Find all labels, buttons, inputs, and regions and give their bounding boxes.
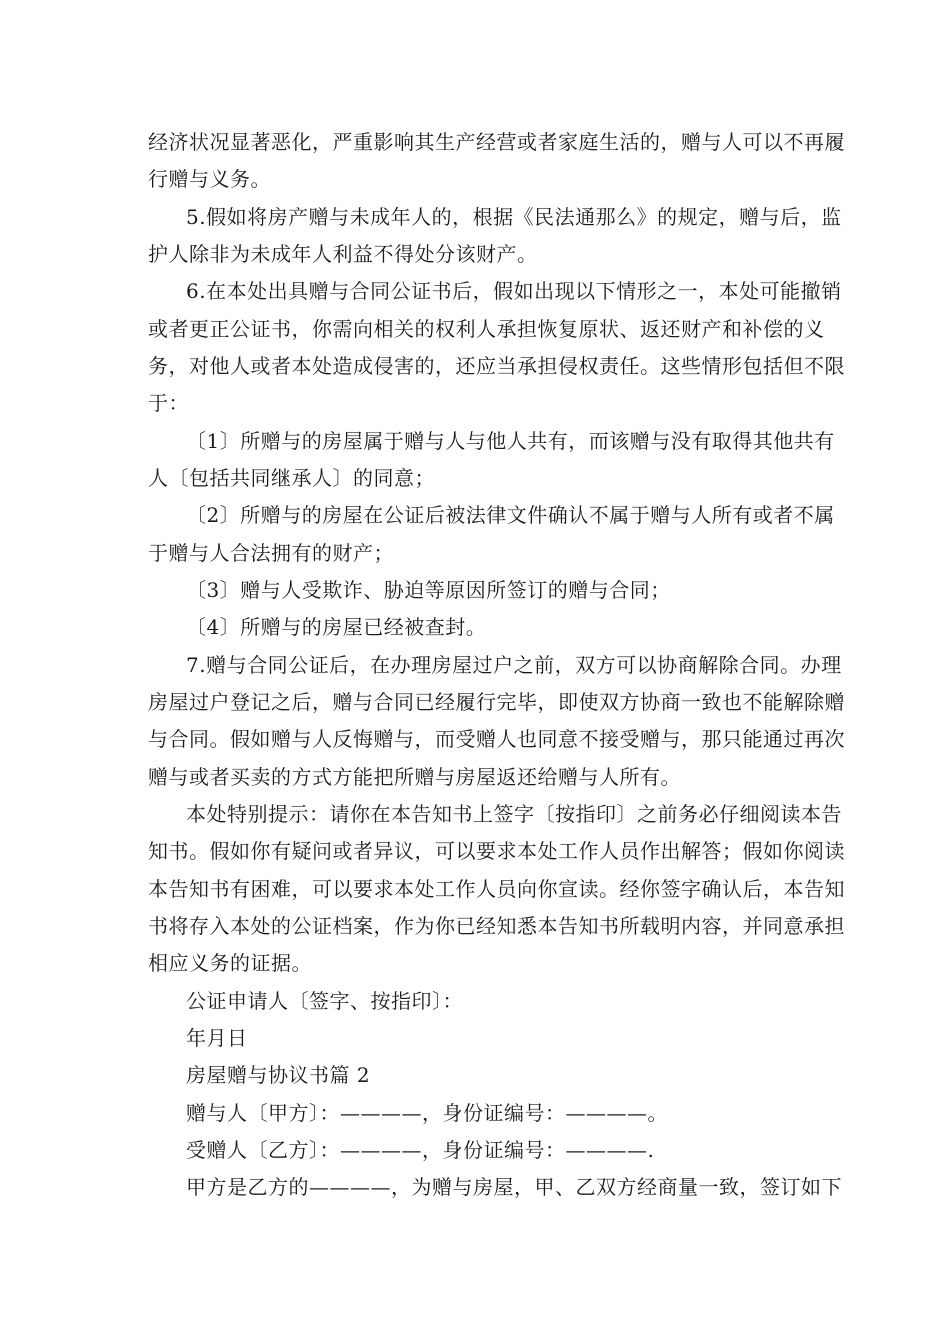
paragraph-line: 赠与或者买卖的方式方能把所赠与房屋返还给赠与人所有。	[148, 765, 681, 789]
party-a-line: 赠与人〔甲方〕：————，身份证编号：————。	[186, 1101, 668, 1125]
paragraph-line: 或者更正公证书，你需向相关的权利人承担恢复原状、返还财产和补偿的义	[148, 317, 825, 341]
paragraph-line: 知书。假如你有疑问或者异议，可以要求本处工作人员作出解答；假如你阅读	[148, 839, 845, 863]
list-item-line: 〔4〕所赠与的房屋已经被查封。	[186, 615, 487, 639]
list-item-line: 〔2〕所赠与的房屋在公证后被法律文件确认不属于赠与人所有或者不属	[186, 503, 835, 527]
paragraph-line: 房屋过户登记之后，赠与合同已经履行完毕，即使双方协商一致也不能解除赠	[148, 690, 845, 714]
paragraph-line: 行赠与义务。	[148, 167, 271, 191]
paragraph-line: 书将存入本处的公证档案，作为你已经知悉本告知书所载明内容，并同意承担	[148, 914, 845, 938]
paragraph-line: 甲方是乙方的————，为赠与房屋，甲、乙双方经商量一致，签订如下	[186, 1175, 842, 1199]
paragraph-line: 5.假如将房产赠与未成年人的，根据《民法通那么》的规定，赠与后，监	[186, 205, 842, 229]
list-item-line: 于赠与人合法拥有的财产；	[148, 541, 394, 565]
paragraph-line: 相应义务的证据。	[148, 951, 312, 975]
section-title: 房屋赠与协议书篇 2	[186, 1063, 371, 1087]
paragraph-line: 7.赠与合同公证后，在办理房屋过户之前，双方可以协商解除合同。办理	[186, 653, 842, 677]
paragraph-line: 经济状况显著恶化，严重影响其生产经营或者家庭生活的，赠与人可以不再履	[148, 130, 845, 154]
paragraph-line: 务，对他人或者本处造成侵害的，还应当承担侵权责任。这些情形包括但不限	[148, 354, 845, 378]
paragraph-line: 本处特别提示：请你在本告知书上签字〔按指印〕之前务必仔细阅读本告	[186, 802, 842, 826]
list-item-line: 〔3〕赠与人受欺诈、胁迫等原因所签订的赠与合同；	[186, 578, 671, 602]
list-item-line: 人〔包括共同继承人〕的同意；	[148, 466, 435, 490]
paragraph-line: 本告知书有困难，可以要求本处工作人员向你宣读。经你签字确认后，本告知	[148, 877, 845, 901]
paragraph-line: 护人除非为未成年人利益不得处分该财产。	[148, 242, 538, 266]
party-b-line: 受赠人〔乙方〕：————，身份证编号：————.	[186, 1138, 655, 1162]
signature-label: 公证申请人〔签字、按指印〕：	[186, 989, 463, 1013]
list-item-line: 〔1〕所赠与的房屋属于赠与人与他人共有，而该赠与没有取得其他共有	[186, 429, 835, 453]
paragraph-line: 6.在本处出具赠与合同公证书后，假如出现以下情形之一，本处可能撤销	[186, 279, 842, 303]
date-label: 年月日	[186, 1026, 248, 1050]
paragraph-line: 与合同。假如赠与人反悔赠与，而受赠人也同意不接受赠与，那只能通过再次	[148, 727, 845, 751]
paragraph-line: 于：	[148, 391, 189, 415]
